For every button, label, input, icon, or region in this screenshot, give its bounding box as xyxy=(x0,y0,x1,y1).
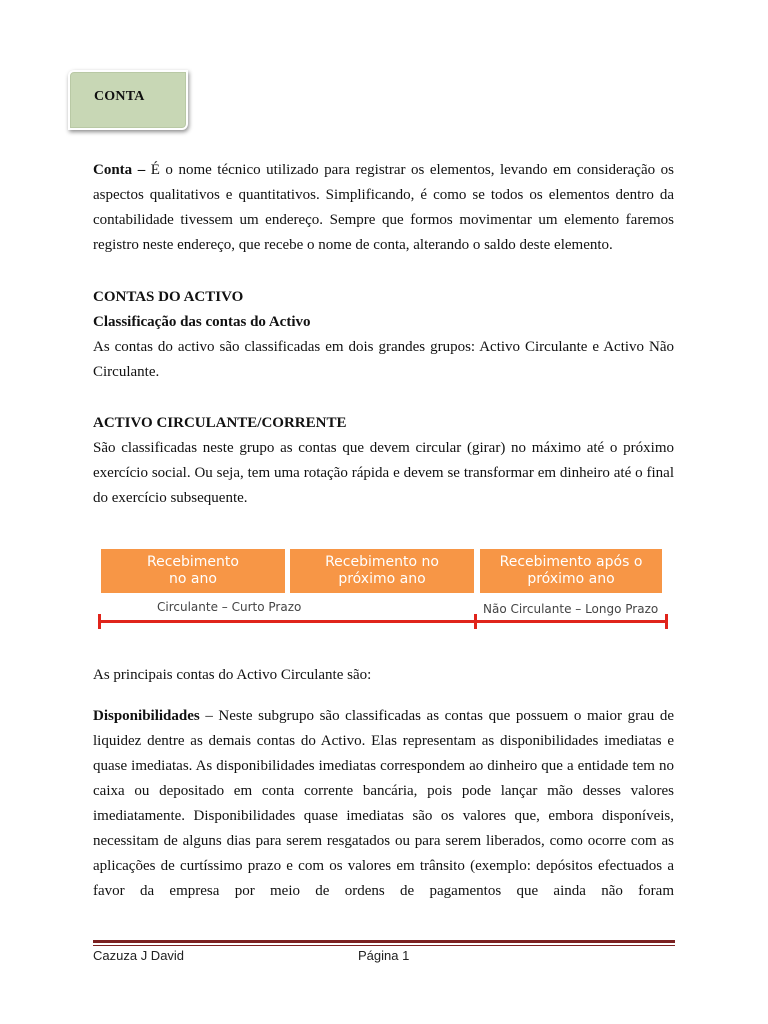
principais-text: As principais contas do Activo Circulante são: xyxy=(93,667,372,683)
box-recebimento-apos-proximo-ano xyxy=(480,549,662,593)
classification-diagram xyxy=(98,549,670,633)
section-heading-label: CONTA xyxy=(94,89,145,104)
box-1-line-1: Recebimento xyxy=(147,554,239,570)
disponibilidades-term: Disponibilidades xyxy=(93,708,200,724)
section-heading-box xyxy=(68,70,188,130)
disponibilidades-text: – Neste subgrupo são classificadas as contas que possuem o maior grau de liquidez dentre as demais contas do Activo. Elas representam as disponibilidades imediatas e quase imediatas. As disponibilidades imediatas correspondem ao dinheiro que a entidade tem no caixa ou depositado em conta corrente bancária, pois pode lançar mão desses valores imediatamente. Disponibilidades quase imediatas são os valores que, embora disponíveis, necessitam de alguns dias para serem resgatados ou para serem liberados, como ocorre com as aplicações de curtíssimo prazo e com os valores em trânsito (exemplo: depósitos efectuados a favor da empresa por meio de ordens de pagamentos que ainda não foram xyxy=(93,708,674,899)
activo-section xyxy=(93,285,674,385)
timeline-tick-start xyxy=(98,614,101,629)
principais-paragraph xyxy=(93,663,674,688)
activo-title: CONTAS DO ACTIVO xyxy=(93,289,244,305)
box-2-line-1: Recebimento no xyxy=(325,554,439,570)
footer-rule-thick xyxy=(93,940,675,943)
box-2-line-2: próximo ano xyxy=(338,571,426,587)
label-curto-prazo: Circulante – Curto Prazo xyxy=(157,600,302,614)
box-3-line-2: próximo ano xyxy=(527,571,615,587)
intro-term: Conta – xyxy=(93,162,146,178)
box-recebimento-proximo-ano xyxy=(290,549,474,593)
circulante-text: São classificadas neste grupo as contas que devem circular (girar) no máximo até o próximo exercício social. Ou seja, tem uma rotação rápida e devem se transformar em dinheiro até o final do exercício subsequente. xyxy=(93,440,674,506)
box-3-line-1: Recebimento após o xyxy=(499,554,643,570)
disponibilidades-paragraph xyxy=(93,704,674,904)
activo-text: As contas do activo são classificadas em dois grandes grupos: Activo Circulante e Activo Não Circulante. xyxy=(93,339,674,380)
footer-author: Cazuza J David xyxy=(93,948,185,963)
footer-page-number: Página 1 xyxy=(358,948,410,963)
box-recebimento-no-ano xyxy=(101,549,285,593)
activo-subtitle: Classificação das contas do Activo xyxy=(93,314,311,330)
box-1-line-2: no ano xyxy=(169,571,217,587)
intro-text: É o nome técnico utilizado para registrar os elementos, levando em consideração os aspectos qualitativos e quantitativos. Simplificando, é como se todos os elementos dentro da contabilidade tivessem um endereço. Sempre que formos movimentar um elemento faremos registro neste endereço, que recebe o nome de conta, alterando o saldo deste elemento. xyxy=(93,162,674,253)
intro-paragraph xyxy=(93,158,674,258)
circulante-section xyxy=(93,411,674,511)
footer-rule-thin xyxy=(93,945,675,946)
timeline-axis xyxy=(100,620,667,623)
circulante-title: ACTIVO CIRCULANTE/CORRENTE xyxy=(93,415,347,431)
label-longo-prazo: Não Circulante – Longo Prazo xyxy=(483,602,659,616)
timeline-tick-middle xyxy=(474,614,477,629)
timeline-tick-end xyxy=(665,614,668,629)
